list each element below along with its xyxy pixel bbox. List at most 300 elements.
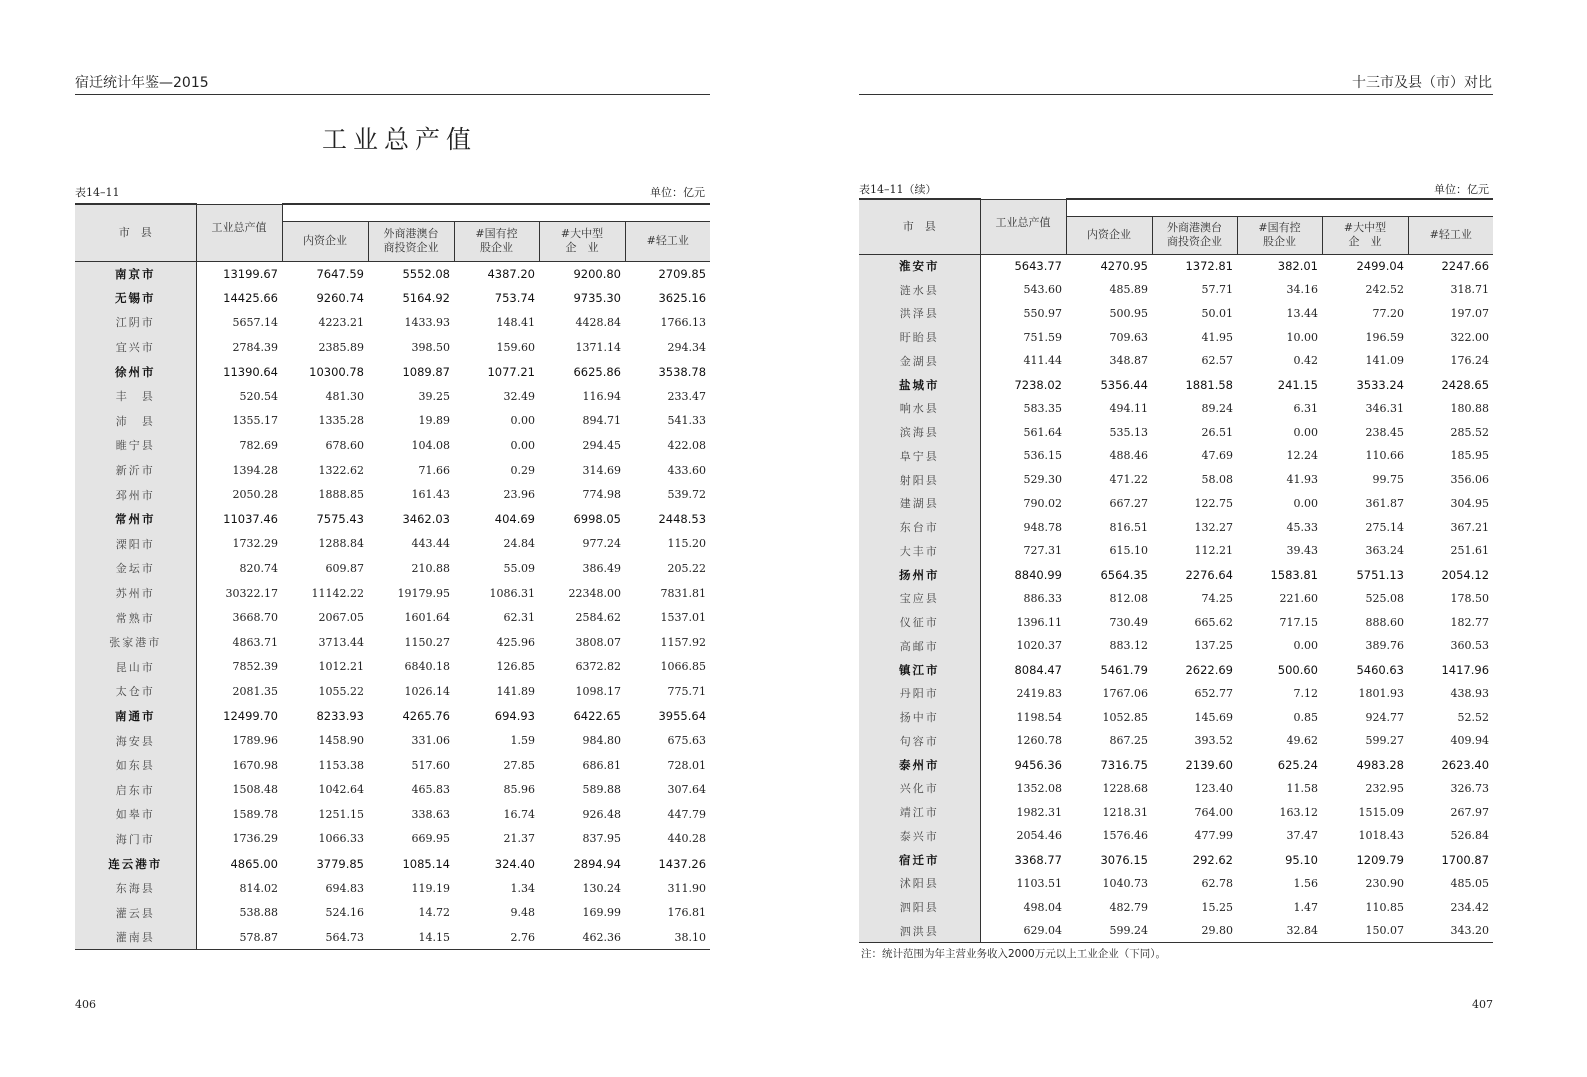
cell-state: 12.24 [1286,449,1318,463]
cell-foreign: 477.99 [1194,829,1233,843]
cell-total: 1396.11 [980,610,1066,634]
table-row [859,634,1493,658]
region-name: 泗洪县 [859,919,980,943]
cell-domestic: 1335.28 [318,414,364,428]
cell-light: 234.42 [1450,900,1490,914]
table-row [75,630,710,655]
cell-total: 498.04 [980,895,1066,919]
table-row [75,433,710,458]
region-name: 宝应县 [859,587,980,611]
cell-light: 307.64 [667,783,707,797]
cell-domestic: 10300.78 [309,364,364,379]
cell-light: 326.73 [1450,781,1490,795]
cell-domestic: 1042.64 [318,783,364,797]
cell-foreign: 331.06 [411,734,450,748]
cell-foreign: 338.63 [411,807,450,821]
cell-foreign: 1026.14 [404,684,450,698]
cell-light: 267.97 [1450,805,1490,819]
cell-state: 1.34 [510,881,535,895]
cell-total: 13199.67 [196,261,282,286]
table-row [859,444,1493,468]
page-number: 406 [75,998,96,1011]
cell-total: 1260.78 [980,729,1066,753]
cell-foreign: 1433.93 [404,315,450,329]
cell-large: 275.14 [1365,520,1404,534]
cell-light: 3538.78 [658,364,707,379]
cell-light: 182.77 [1450,615,1490,629]
header-foreign: 外商港澳台 商投资企业 [1152,216,1237,254]
cell-light: 205.22 [667,561,707,575]
cell-large: 6998.05 [573,512,621,527]
table-row [859,373,1493,397]
unit-label: 单位：亿元 [650,186,705,199]
cell-foreign: 122.75 [1194,496,1233,510]
cell-domestic: 8233.93 [316,708,364,723]
cell-domestic: 615.10 [1109,544,1148,558]
cell-total: 820.74 [196,556,282,581]
cell-state: 16.74 [503,807,535,821]
cell-large: 4428.84 [575,315,621,329]
cell-domestic: 1322.62 [318,463,364,477]
table-row [75,532,710,557]
region-name: 徐州市 [75,359,196,384]
cell-foreign: 3462.03 [402,512,450,527]
table-label: 表14–11（续） [859,183,937,196]
cell-total: 1198.54 [980,705,1066,729]
right-page [793,0,1587,1077]
cell-state: 9.48 [510,906,535,920]
cell-light: 251.61 [1450,544,1490,558]
cell-light: 197.07 [1450,306,1490,320]
cell-large: 6422.65 [573,708,621,723]
cell-total: 4865.00 [196,851,282,876]
cell-total: 1103.51 [980,872,1066,896]
cell-domestic: 348.87 [1109,354,1148,368]
cell-large: 2499.04 [1322,254,1408,278]
region-name: 太仓市 [75,679,196,704]
cell-domestic: 678.60 [325,438,364,452]
cell-foreign: 50.01 [1201,306,1233,320]
table-row [859,563,1493,587]
cell-foreign: 1601.64 [404,611,450,625]
cell-domestic: 7575.43 [316,512,364,527]
cell-state: 0.00 [1293,425,1318,439]
cell-light: 304.95 [1450,496,1490,510]
cell-foreign: 39.25 [418,389,450,403]
cell-light: 1417.96 [1441,662,1490,677]
cell-state: 500.60 [1277,662,1318,677]
cell-state: 49.62 [1286,734,1318,748]
table-row [75,876,710,901]
cell-large: 525.08 [1365,591,1404,605]
cell-large: 924.77 [1365,710,1404,724]
cell-large: 9735.30 [573,290,621,305]
cell-light: 2247.66 [1408,254,1493,278]
cell-foreign: 2276.64 [1185,567,1233,582]
cell-total: 538.88 [196,900,282,925]
cell-state: 425.96 [496,635,535,649]
cell-state: 1086.31 [489,586,535,600]
cell-state: 21.37 [503,832,535,846]
table-row [75,384,710,409]
table-row [75,704,710,729]
cell-total: 886.33 [980,587,1066,611]
cell-total: 3368.77 [980,848,1066,872]
cell-large: 77.20 [1372,306,1404,320]
cell-foreign: 210.88 [411,561,450,575]
cell-state: 0.00 [1293,639,1318,653]
cell-large: 3808.07 [575,635,621,649]
header-region: 市 县 [75,204,196,261]
cell-state: 324.40 [494,856,535,871]
region-name: 大丰市 [859,539,980,563]
running-head: 宿迁统计年鉴—2015 [75,75,209,91]
cell-total: 11390.64 [196,359,282,384]
cell-light: 115.20 [667,537,707,551]
cell-domestic: 1228.68 [1102,781,1148,795]
table-row [859,278,1493,302]
cell-domestic: 500.95 [1109,306,1148,320]
cell-foreign: 161.43 [411,488,450,502]
region-name: 海门市 [75,827,196,852]
table-row [75,827,710,852]
cell-large: 363.24 [1365,544,1404,558]
cell-state: 0.00 [510,414,535,428]
cell-domestic: 1888.85 [318,488,364,502]
cell-foreign: 19.89 [418,414,450,428]
cell-large: 294.45 [582,438,621,452]
cell-light: 1437.26 [658,856,707,871]
cell-total: 5643.77 [980,254,1066,278]
cell-state: 717.15 [1279,615,1318,629]
cell-state: 62.31 [503,611,535,625]
cell-light: 1700.87 [1441,852,1490,867]
table-row [859,895,1493,919]
cell-state: 382.01 [1237,254,1322,278]
unit-label: 单位：亿元 [1434,183,1489,196]
cell-large: 6372.82 [575,660,621,674]
cell-total: 520.54 [196,384,282,409]
cell-domestic: 816.51 [1109,520,1148,534]
region-name: 洪泽县 [859,302,980,326]
cell-light: 180.88 [1450,401,1490,415]
cell-state: 24.84 [503,537,535,551]
cell-large: 686.81 [582,758,621,772]
cell-foreign: 5552.08 [368,261,454,286]
cell-domestic: 867.25 [1109,734,1148,748]
cell-total: 2081.35 [196,679,282,704]
region-name: 扬中市 [859,705,980,729]
table-row [859,610,1493,634]
region-name: 响水县 [859,397,980,421]
cell-state: 126.85 [496,660,535,674]
cell-light: 3625.16 [658,290,707,305]
table-row [859,800,1493,824]
table-row [859,325,1493,349]
cell-foreign: 26.51 [1201,425,1233,439]
cell-foreign: 665.62 [1194,615,1233,629]
cell-large: 5751.13 [1356,567,1404,582]
cell-foreign: 398.50 [411,340,450,354]
cell-total: 1352.08 [980,777,1066,801]
cell-total: 2419.83 [980,682,1066,706]
cell-large: 110.66 [1365,449,1404,463]
region-name: 建湖县 [859,492,980,516]
cell-foreign: 19179.95 [397,586,450,600]
table-row [859,254,1493,278]
cell-large: 130.24 [582,881,621,895]
cell-total: 782.69 [196,433,282,458]
cell-domestic: 9260.74 [316,290,364,305]
cell-total: 1982.31 [980,800,1066,824]
cell-domestic: 1012.21 [318,660,364,674]
cell-total: 7852.39 [196,655,282,680]
cell-foreign: 517.60 [411,758,450,772]
cell-total: 14425.66 [196,286,282,311]
cell-light: 343.20 [1408,919,1493,943]
data-table [859,198,1493,943]
cell-foreign: 443.44 [411,537,450,551]
cell-total: 12499.70 [196,704,282,729]
cell-foreign: 14.72 [418,906,450,920]
table-row [75,851,710,876]
cell-large: 926.48 [582,807,621,821]
cell-large: 1801.93 [1358,686,1404,700]
cell-large: 169.99 [582,906,621,920]
table-row [859,848,1493,872]
cell-total: 1670.98 [196,753,282,778]
region-name: 江阴市 [75,310,196,335]
table-row [859,705,1493,729]
table-row [75,335,710,360]
cell-foreign: 465.83 [411,783,450,797]
region-name: 溧阳市 [75,532,196,557]
cell-domestic: 599.24 [1066,919,1152,943]
cell-domestic: 1055.22 [318,684,364,698]
cell-total: 1020.37 [980,634,1066,658]
page-number: 407 [1472,998,1493,1011]
cell-light: 485.05 [1450,876,1490,890]
region-name: 涟水县 [859,278,980,302]
table-row [859,420,1493,444]
cell-state: 37.47 [1286,829,1318,843]
cell-light: 52.52 [1457,710,1490,724]
table-row [859,515,1493,539]
cell-large: 4983.28 [1356,757,1404,772]
cell-total: 814.02 [196,876,282,901]
cell-foreign: 62.57 [1201,354,1233,368]
table-row [75,507,710,532]
region-name: 邳州市 [75,482,196,507]
running-head: 十三市及县（市）对比 [1352,75,1492,91]
cell-domestic: 667.27 [1109,496,1148,510]
cell-state: 11.58 [1286,781,1318,795]
cell-domestic: 7647.59 [282,261,368,286]
cell-total: 30322.17 [196,581,282,606]
cell-domestic: 3779.85 [316,856,364,871]
cell-large: 462.36 [539,925,625,950]
header-foreign: 外商港澳台 商投资企业 [368,221,454,261]
cell-foreign: 112.21 [1194,544,1233,558]
cell-large: 314.69 [582,463,621,477]
cell-domestic: 7316.75 [1100,757,1148,772]
cell-light: 2623.40 [1441,757,1490,772]
cell-foreign: 132.27 [1194,520,1233,534]
table-row [859,468,1493,492]
region-name: 阜宁县 [859,444,980,468]
cell-domestic: 5461.79 [1100,662,1148,677]
header-domestic: 内资企业 [1066,216,1152,254]
cell-total: 536.15 [980,444,1066,468]
cell-state: 625.24 [1277,757,1318,772]
table-label: 表14–11 [75,186,120,199]
cell-domestic: 1052.85 [1102,710,1148,724]
region-name: 盱眙县 [859,325,980,349]
data-table [75,203,710,950]
cell-large: 1098.17 [575,684,621,698]
header-rule [859,94,1493,95]
cell-light: 176.24 [1450,354,1490,368]
cell-foreign: 137.25 [1194,639,1233,653]
header-state: #国有控 股企业 [1237,216,1322,254]
cell-domestic: 564.73 [282,925,368,950]
cell-large: 599.27 [1365,734,1404,748]
cell-foreign: 1089.87 [402,364,450,379]
cell-light: 356.06 [1450,473,1490,487]
cell-light: 2448.53 [658,512,707,527]
region-name: 南京市 [75,261,196,286]
table-row [75,482,710,507]
cell-light: 2709.85 [625,261,710,286]
region-name: 无锡市 [75,286,196,311]
cell-foreign: 1085.14 [402,856,450,871]
cell-total: 561.64 [980,420,1066,444]
cell-domestic: 3076.15 [1100,852,1148,867]
cell-foreign: 15.25 [1201,900,1233,914]
cell-large: 99.75 [1372,473,1404,487]
header-light: #轻工业 [1408,216,1493,254]
cell-large: 1209.79 [1356,852,1404,867]
table-row [75,777,710,802]
region-name: 靖江市 [859,800,980,824]
cell-foreign: 47.69 [1201,449,1233,463]
cell-total: 790.02 [980,492,1066,516]
cell-domestic: 883.12 [1109,639,1148,653]
cell-domestic: 4270.95 [1066,254,1152,278]
header-domestic: 内资企业 [282,221,368,261]
cell-total: 4863.71 [196,630,282,655]
cell-domestic: 11142.22 [311,586,364,600]
cell-state: 10.00 [1286,330,1318,344]
cell-total: 583.35 [980,397,1066,421]
cell-light: 775.71 [667,684,707,698]
cell-total: 727.31 [980,539,1066,563]
cell-large: 1371.14 [575,340,621,354]
cell-large: 230.90 [1365,876,1404,890]
cell-total: 751.59 [980,325,1066,349]
cell-state: 141.89 [496,684,535,698]
cell-state: 41.93 [1286,473,1318,487]
cell-foreign: 6840.18 [404,660,450,674]
cell-domestic: 1153.38 [318,758,364,772]
header-region: 市 县 [859,199,980,254]
cell-total: 11037.46 [196,507,282,532]
cell-state: 45.33 [1286,520,1318,534]
cell-large: 238.45 [1365,425,1404,439]
cell-state: 404.69 [494,512,535,527]
table-note: 注：统计范围为年主营业务收入2000万元以上工业企业（下同）。 [861,948,1166,960]
cell-large: 5460.63 [1356,662,1404,677]
cell-large: 141.09 [1365,354,1404,368]
cell-foreign: 393.52 [1194,734,1233,748]
region-name: 淮安市 [859,254,980,278]
cell-total: 1394.28 [196,458,282,483]
table-row [75,286,710,311]
cell-large: 232.95 [1365,781,1404,795]
cell-state: 221.60 [1279,591,1318,605]
cell-state: 0.00 [510,438,535,452]
cell-domestic: 730.49 [1109,615,1148,629]
region-name: 金坛市 [75,556,196,581]
cell-light: 2428.65 [1441,377,1490,392]
cell-foreign: 104.08 [411,438,450,452]
cell-light: 285.52 [1450,425,1490,439]
table-row [75,359,710,384]
cell-state: 159.60 [496,340,535,354]
cell-state: 4387.20 [454,261,539,286]
cell-domestic: 494.11 [1109,401,1148,415]
cell-light: 1537.01 [660,611,707,625]
cell-large: 346.31 [1365,401,1404,415]
region-name: 镇江市 [859,658,980,682]
cell-foreign: 2139.60 [1185,757,1233,772]
cell-foreign: 292.62 [1192,852,1233,867]
region-name: 新沂市 [75,458,196,483]
cell-state: 1077.21 [487,364,535,379]
cell-domestic: 812.08 [1109,591,1148,605]
cell-large: 1018.43 [1358,829,1404,843]
region-name: 宜兴市 [75,335,196,360]
cell-state: 13.44 [1286,306,1318,320]
cell-large: 589.88 [582,783,621,797]
cell-light: 539.72 [667,488,707,502]
table-row [859,824,1493,848]
region-name: 句容市 [859,729,980,753]
table-row [859,777,1493,801]
region-name: 盐城市 [859,373,980,397]
cell-light: 675.63 [667,734,707,748]
cell-total: 5657.14 [196,310,282,335]
cell-domestic: 694.83 [325,881,364,895]
cell-total: 1732.29 [196,532,282,557]
cell-state: 241.15 [1277,377,1318,392]
cell-domestic: 1040.73 [1102,876,1148,890]
region-name: 射阳县 [859,468,980,492]
table-row [75,728,710,753]
region-name: 扬州市 [859,563,980,587]
table-row [75,581,710,606]
cell-total: 550.97 [980,302,1066,326]
cell-light: 541.33 [667,414,707,428]
cell-foreign: 669.95 [411,832,450,846]
cell-domestic: 1251.15 [318,807,364,821]
cell-foreign: 652.77 [1194,686,1233,700]
cell-total: 1589.78 [196,802,282,827]
cell-foreign: 1150.27 [404,635,450,649]
header-state: #国有控 股企业 [454,221,539,261]
table-row [859,919,1493,943]
table-row [859,492,1493,516]
